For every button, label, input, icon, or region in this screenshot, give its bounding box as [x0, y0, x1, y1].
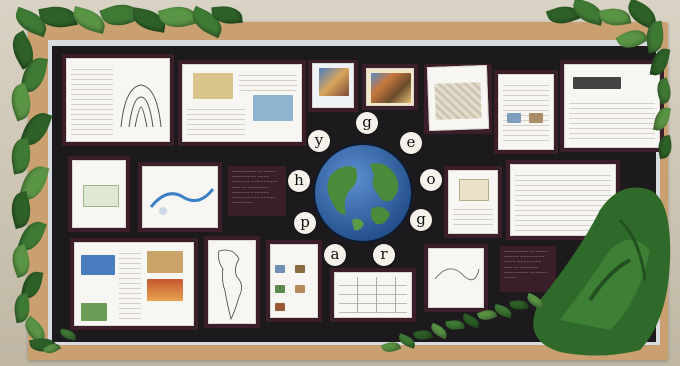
letter-o: o	[420, 169, 442, 191]
caption-text-right: ~~~~~~~~ ~~~~~~ ~~~~~ ~~~~~~~~ ~~~~ ~~~~~~~~ ~~~~~ ~~~~~~ ~~~~~~~~ ~~~~~~ ~~~~	[504, 250, 548, 281]
letter-p: p	[294, 212, 316, 234]
letter-g-top: g	[356, 112, 378, 134]
letter-a: a	[324, 244, 346, 266]
letter-e: e	[400, 132, 422, 154]
letter-g-right: g	[410, 209, 432, 231]
letter-y: y	[308, 130, 330, 152]
letter-r: r	[373, 244, 395, 266]
caption-text-left: ~~~~~~~~ ~~~~~~ ~~~~~~~~ ~~~~ ~~~~~~ ~~~~~~~~~ ~~~~~ ~~~~~~~ ~~~~~~~ ~~~~~ ~~~~~~~~~ ~~~~~ ~~~~~~~	[232, 170, 279, 206]
letter-h: h	[288, 170, 310, 192]
